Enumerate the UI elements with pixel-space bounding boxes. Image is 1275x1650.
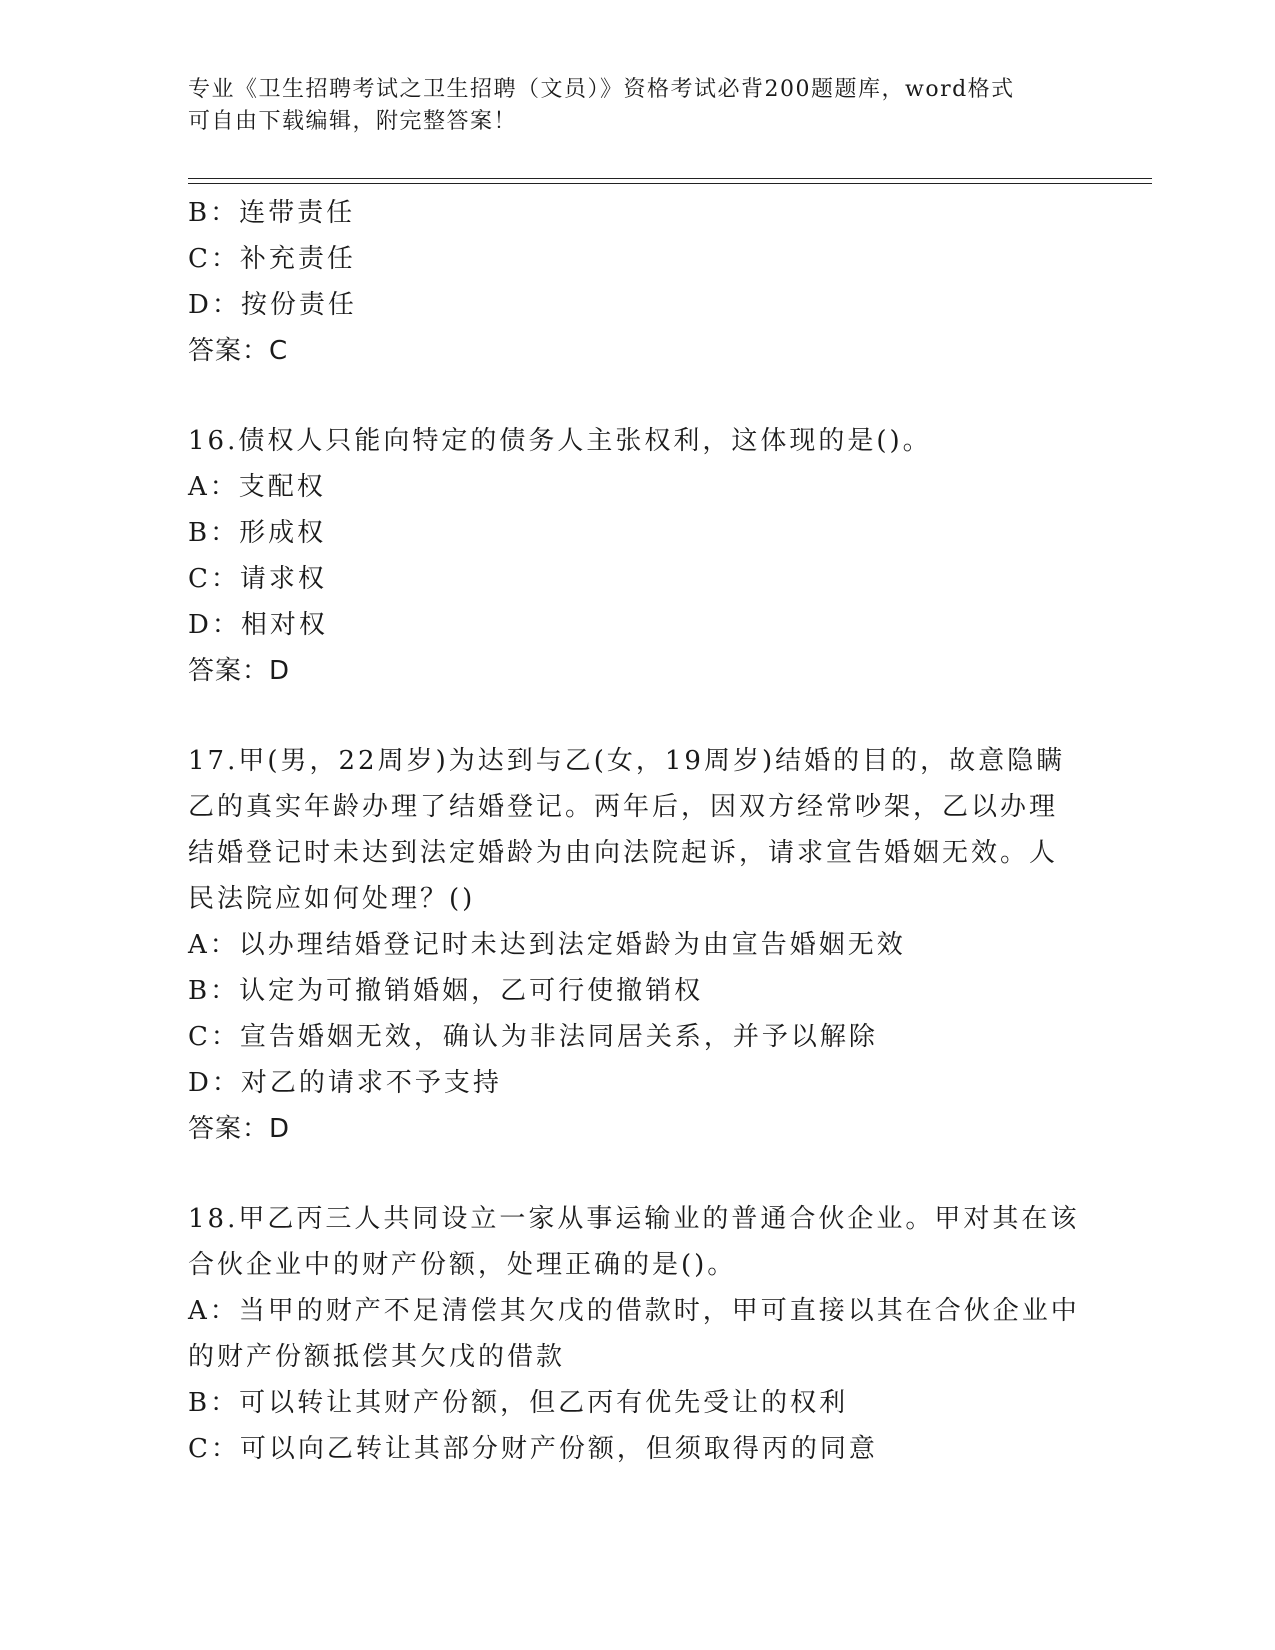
question-15-continued — [188, 190, 1068, 374]
q17-option-a: A：以办理结婚登记时未达到法定婚龄为由宣告婚姻无效 — [188, 930, 906, 960]
q17-option-c: C：宣告婚姻无效，确认为非法同居关系，并予以解除 — [188, 1022, 878, 1052]
q15-answer: 答案：C — [188, 336, 289, 366]
q18-option-a-line-1: A：当甲的财产不足清偿其欠戊的借款时，甲可直接以其在合伙企业中 — [188, 1296, 1080, 1326]
question-17 — [188, 738, 1068, 1152]
spacer — [188, 1152, 1068, 1196]
q18-option-b: B：可以转让其财产份额，但乙丙有优先受让的权利 — [188, 1388, 849, 1418]
header-rule-top — [188, 178, 1152, 179]
q17-answer: 答案：D — [188, 1114, 291, 1144]
spacer — [188, 694, 1068, 738]
q16-option-b: B：形成权 — [188, 518, 327, 548]
q17-stem-line-1: 17.甲(男，22周岁)为达到与乙(女，19周岁)结婚的目的，故意隐瞒 — [188, 746, 1066, 776]
q16-stem: 16.债权人只能向特定的债务人主张权利，这体现的是()。 — [188, 426, 932, 456]
q18-stem-line-1: 18.甲乙丙三人共同设立一家从事运输业的普通合伙企业。甲对其在该 — [188, 1204, 1080, 1234]
q18-option-a-line-2: 的财产份额抵偿其欠戊的借款 — [188, 1342, 566, 1372]
q18-stem-line-2: 合伙企业中的财产份额，处理正确的是()。 — [188, 1250, 737, 1280]
question-18 — [188, 1196, 1080, 1472]
q15-option-c: C：补充责任 — [188, 244, 356, 274]
q16-option-d: D：相对权 — [188, 610, 328, 640]
document-body — [188, 190, 1080, 1472]
q15-option-d: D：按份责任 — [188, 290, 357, 320]
header-line-2: 可自由下载编辑，附完整答案！ — [188, 109, 518, 134]
q15-option-b: B：连带责任 — [188, 198, 356, 228]
q18-option-c: C：可以向乙转让其部分财产份额，但须取得丙的同意 — [188, 1434, 878, 1464]
header-line-1: 专业《卫生招聘考试之卫生招聘（文员）》资格考试必背200题题库，word格式 — [188, 77, 1015, 102]
spacer — [188, 374, 1068, 418]
question-16 — [188, 418, 1068, 694]
q17-option-b: B：认定为可撤销婚姻，乙可行使撤销权 — [188, 976, 704, 1006]
header-rule-bottom — [188, 183, 1152, 184]
q16-answer: 答案：D — [188, 656, 291, 686]
q16-option-a: A：支配权 — [188, 472, 326, 502]
q17-option-d: D：对乙的请求不予支持 — [188, 1068, 502, 1098]
q17-stem-line-4: 民法院应如何处理？() — [188, 884, 476, 914]
q16-option-c: C：请求权 — [188, 564, 327, 594]
q17-stem-line-3: 结婚登记时未达到法定婚龄为由向法院起诉，请求宣告婚姻无效。人 — [188, 838, 1059, 868]
document-header — [188, 74, 1068, 138]
q17-stem-line-2: 乙的真实年龄办理了结婚登记。两年后，因双方经常吵架，乙以办理 — [188, 792, 1059, 822]
